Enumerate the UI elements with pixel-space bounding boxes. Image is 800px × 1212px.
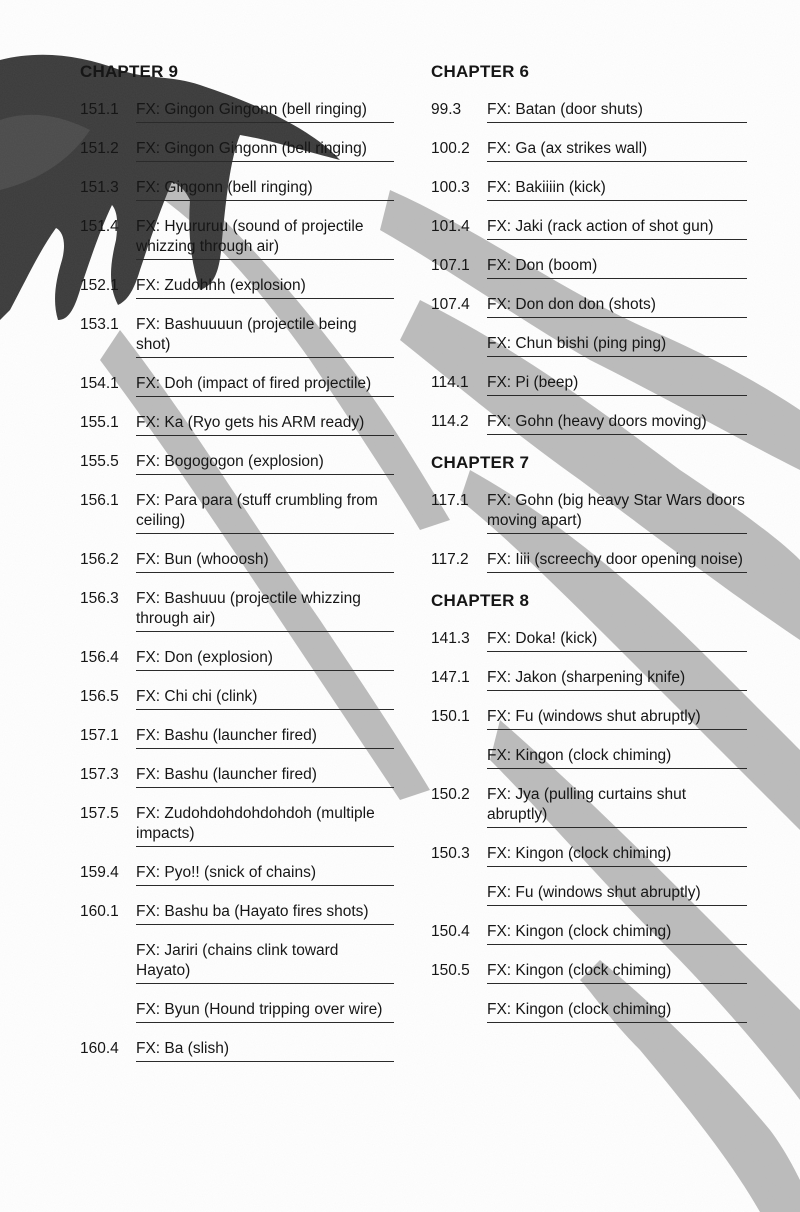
- page-panel-ref: 155.1: [80, 414, 119, 431]
- sfx-translation: FX: Doka! (kick): [487, 629, 747, 652]
- page-panel-ref: 150.3: [431, 845, 470, 862]
- sfx-entry: [80, 941, 395, 984]
- sfx-entry: [80, 491, 395, 534]
- sfx-translation: FX: Chun bishi (ping ping): [487, 334, 747, 357]
- sfx-entry: [431, 746, 747, 769]
- sfx-translation: FX: Bashu (launcher fired): [136, 726, 394, 749]
- page-panel-ref: 101.4: [431, 218, 470, 235]
- sfx-entry: [80, 1000, 395, 1023]
- sfx-entry: [80, 687, 395, 710]
- page-panel-ref: 99.3: [431, 101, 462, 118]
- sfx-translation: FX: Chi chi (clink): [136, 687, 394, 710]
- sfx-entry: [80, 589, 395, 632]
- sfx-translation: FX: Para para (stuff crumbling from ceiling): [136, 491, 394, 534]
- chapter-9-heading: CHAPTER 9: [80, 62, 179, 81]
- sfx-entry: [431, 139, 747, 162]
- page-panel-ref: 100.2: [431, 140, 470, 157]
- page-panel-ref: 156.2: [80, 551, 119, 568]
- sfx-entry: [80, 413, 395, 436]
- page-panel-ref: 114.1: [431, 374, 469, 391]
- page-panel-ref: 152.1: [80, 277, 119, 294]
- page-panel-ref: 157.3: [80, 766, 119, 783]
- sfx-translation: FX: Don (boom): [487, 256, 747, 279]
- sfx-entry: [80, 648, 395, 671]
- sfx-entry: [431, 883, 747, 906]
- sfx-entry: [431, 707, 747, 730]
- sfx-entry: [431, 334, 747, 357]
- sfx-translation: FX: Bashuuuun (projectile being shot): [136, 315, 394, 358]
- sfx-translation: FX: Fu (windows shut abruptly): [487, 883, 747, 906]
- sfx-entry: [80, 1039, 395, 1062]
- page-panel-ref: 147.1: [431, 669, 470, 686]
- sfx-translation: FX: Ka (Ryo gets his ARM ready): [136, 413, 394, 436]
- page-panel-ref: 160.4: [80, 1040, 119, 1057]
- sfx-entry: [431, 178, 747, 201]
- sfx-entry: [80, 550, 395, 573]
- sfx-entry: [80, 139, 395, 162]
- page-panel-ref: 151.4: [80, 218, 119, 235]
- sfx-entry: [431, 412, 747, 435]
- sfx-translation: FX: Byun (Hound tripping over wire): [136, 1000, 394, 1023]
- sfx-entry: [431, 668, 747, 691]
- sfx-translation: FX: Kingon (clock chiming): [487, 961, 747, 984]
- sfx-entry: [431, 550, 747, 573]
- page-panel-ref: 100.3: [431, 179, 470, 196]
- sfx-entry: [80, 276, 395, 299]
- page-panel-ref: 151.1: [80, 101, 119, 118]
- sfx-translation: FX: Don don don (shots): [487, 295, 747, 318]
- sfx-translation: FX: Gohn (heavy doors moving): [487, 412, 747, 435]
- sfx-entry: [80, 863, 395, 886]
- sfx-translation: FX: Kingon (clock chiming): [487, 746, 747, 769]
- sfx-translation: FX: Kingon (clock chiming): [487, 1000, 747, 1023]
- sfx-translation: FX: Gingonn (bell ringing): [136, 178, 394, 201]
- sfx-translation: FX: Bashuuu (projectile whizzing through air): [136, 589, 394, 632]
- sfx-translation: FX: Jariri (chains clink toward Hayato): [136, 941, 394, 984]
- page-panel-ref: 157.5: [80, 805, 119, 822]
- page-panel-ref: 107.1: [431, 257, 470, 274]
- sfx-entry: [431, 100, 747, 123]
- page-panel-ref: 153.1: [80, 316, 119, 333]
- page-panel-ref: 117.2: [431, 551, 469, 568]
- sfx-entry: [80, 765, 395, 788]
- page-panel-ref: 160.1: [80, 903, 119, 920]
- sfx-translation: FX: Gohn (big heavy Star Wars doors moving apart): [487, 491, 747, 534]
- chapter-9-column: [80, 60, 395, 1078]
- sfx-translation: FX: Pyo!! (snick of chains): [136, 863, 394, 886]
- sfx-entry: [80, 804, 395, 847]
- page-panel-ref: 117.1: [431, 492, 469, 509]
- sfx-entry: [431, 256, 747, 279]
- sfx-entry: [431, 785, 747, 828]
- sfx-entry: [431, 629, 747, 652]
- sfx-entry: [80, 100, 395, 123]
- sfx-translation: FX: Bashu (launcher fired): [136, 765, 394, 788]
- sfx-translation: FX: Doh (impact of fired projectile): [136, 374, 394, 397]
- sfx-entry: [431, 844, 747, 867]
- sfx-entry: [80, 902, 395, 925]
- page-panel-ref: 154.1: [80, 375, 119, 392]
- sfx-translation: FX: Iiii (screechy door opening noise): [487, 550, 747, 573]
- sfx-entry: [431, 217, 747, 240]
- sfx-entry: [431, 295, 747, 318]
- chapter-9-entries: [80, 100, 395, 1062]
- sfx-entry: [431, 922, 747, 945]
- sfx-translation: FX: Gingon Gingonn (bell ringing): [136, 139, 394, 162]
- sfx-entry: [431, 1000, 747, 1023]
- sfx-translation: FX: Pi (beep): [487, 373, 747, 396]
- sfx-translation: FX: Zudohhh (explosion): [136, 276, 394, 299]
- sfx-translation: FX: Kingon (clock chiming): [487, 844, 747, 867]
- chapter-6-entries: [431, 100, 747, 435]
- page-panel-ref: 155.5: [80, 453, 119, 470]
- page-panel-ref: 150.1: [431, 708, 470, 725]
- sfx-entry: [80, 374, 395, 397]
- page-panel-ref: 157.1: [80, 727, 119, 744]
- page-panel-ref: 159.4: [80, 864, 119, 881]
- chapter-7-entries: [431, 491, 747, 573]
- sfx-translation: FX: Kingon (clock chiming): [487, 922, 747, 945]
- page-panel-ref: 114.2: [431, 413, 469, 430]
- sfx-translation: FX: Hyururuu (sound of projectile whizzing through air): [136, 217, 394, 260]
- page-panel-ref: 151.3: [80, 179, 119, 196]
- page-panel-ref: 150.5: [431, 962, 470, 979]
- sfx-translation: FX: Fu (windows shut abruptly): [487, 707, 747, 730]
- page-panel-ref: 151.2: [80, 140, 119, 157]
- sfx-translation: FX: Jya (pulling curtains shut abruptly): [487, 785, 747, 828]
- sfx-translation: FX: Don (explosion): [136, 648, 394, 671]
- sfx-translation: FX: Jaki (rack action of shot gun): [487, 217, 747, 240]
- chapter-6-heading: CHAPTER 6: [431, 62, 530, 81]
- chapter-7-heading: CHAPTER 7: [431, 453, 530, 472]
- sfx-entry: [431, 491, 747, 534]
- page-panel-ref: 141.3: [431, 630, 470, 647]
- sfx-entry: [431, 961, 747, 984]
- sfx-translation: FX: Ga (ax strikes wall): [487, 139, 747, 162]
- sfx-translation: FX: Bashu ba (Hayato fires shots): [136, 902, 394, 925]
- sfx-entry: [80, 315, 395, 358]
- page-panel-ref: 156.3: [80, 590, 119, 607]
- sfx-entry: [431, 373, 747, 396]
- page-panel-ref: 150.4: [431, 923, 470, 940]
- sfx-translation: FX: Jakon (sharpening knife): [487, 668, 747, 691]
- sfx-entry: [80, 726, 395, 749]
- sfx-entry: [80, 217, 395, 260]
- page-panel-ref: 156.4: [80, 649, 119, 666]
- sfx-translation: FX: Batan (door shuts): [487, 100, 747, 123]
- sfx-entry: [80, 178, 395, 201]
- sfx-translation: FX: Gingon Gingonn (bell ringing): [136, 100, 394, 123]
- page-panel-ref: 107.4: [431, 296, 470, 313]
- chapter-8-entries: [431, 629, 747, 1023]
- sfx-entry: [80, 452, 395, 475]
- page-panel-ref: 156.1: [80, 492, 119, 509]
- sfx-translation: FX: Ba (slish): [136, 1039, 394, 1062]
- sfx-translation: FX: Bun (whooosh): [136, 550, 394, 573]
- chapters-6-8-column: [431, 60, 747, 1039]
- sfx-translation: FX: Bogogogon (explosion): [136, 452, 394, 475]
- page-panel-ref: 156.5: [80, 688, 119, 705]
- chapter-8-heading: CHAPTER 8: [431, 591, 530, 610]
- sfx-translation: FX: Bakiiiin (kick): [487, 178, 747, 201]
- sfx-translation: FX: Zudohdohdohdohdoh (multiple impacts): [136, 804, 394, 847]
- page-panel-ref: 150.2: [431, 786, 470, 803]
